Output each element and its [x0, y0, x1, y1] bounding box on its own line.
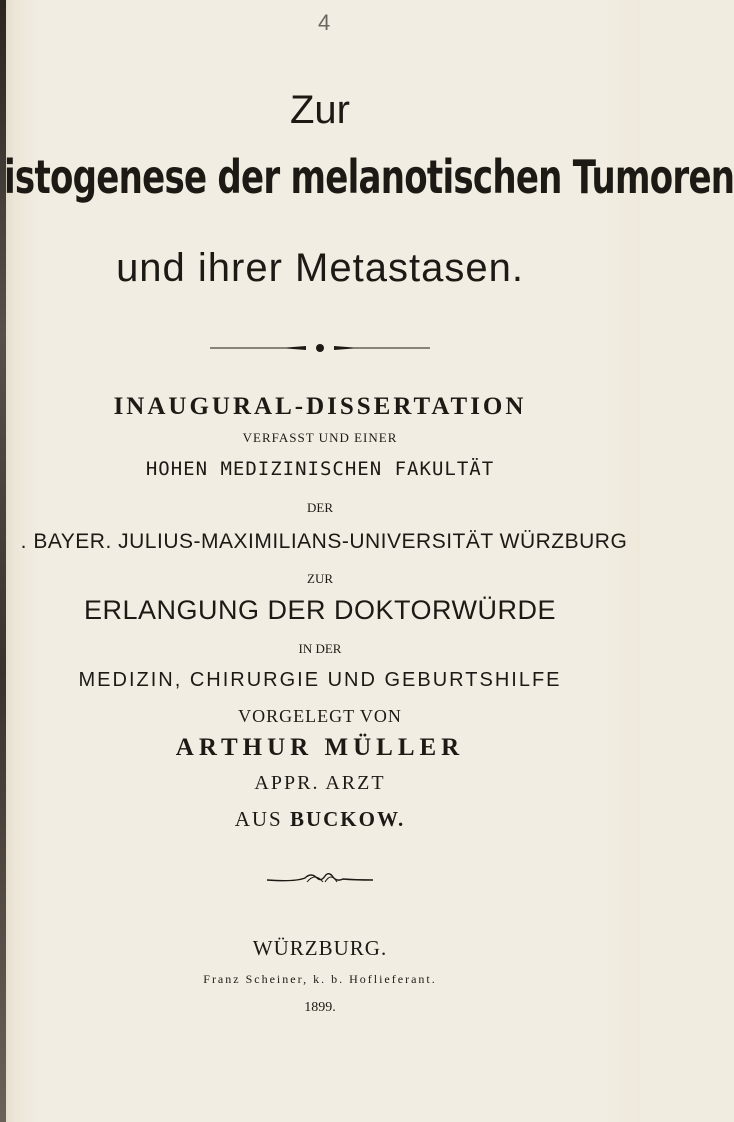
- dissertation-heading: INAUGURAL-DISSERTATION: [113, 393, 527, 420]
- verfasst-text: VERFASST UND EINER: [242, 430, 398, 445]
- aus-word: AUS: [234, 807, 283, 831]
- publication-city: WÜRZBURG.: [252, 936, 388, 960]
- author-origin: [0, 807, 640, 832]
- der-text: DER: [307, 500, 333, 515]
- fields-text: MEDIZIN, CHIRURGIE UND GEBURTSHILFE: [78, 669, 562, 691]
- publication-year: 1899.: [304, 1000, 336, 1015]
- zur-text: ZUR: [307, 571, 333, 586]
- title-line-1: Zur: [290, 88, 350, 132]
- title-line-2: istogenese der melanotischen Tumoren: [4, 150, 734, 204]
- ornamental-rule-top: [210, 343, 430, 353]
- publisher: Franz Scheiner, k. b. Hoflieferant.: [203, 972, 437, 986]
- title-line-3: und ihrer Metastasen.: [116, 246, 524, 290]
- faculty-text: HOHEN MEDIZINISCHEN FAKULTÄT: [145, 458, 495, 480]
- university-name: . BAYER. JULIUS-MAXIMILIANS-UNIVERSITÄT WÜRZBURG: [20, 530, 628, 553]
- author-name: ARTHUR MÜLLER: [175, 734, 465, 761]
- ornament-flourish: [265, 868, 375, 888]
- erlangung-text: ERLANGUNG DER DOKTORWÜRDE: [83, 595, 557, 625]
- origin-place: BUCKOW.: [289, 807, 406, 831]
- pencil-mark: 4: [318, 10, 331, 35]
- author-title: APPR. ARZT: [254, 772, 386, 794]
- in-der-text: IN DER: [298, 641, 342, 656]
- vorgelegt-text: VORGELEGT VON: [238, 706, 402, 726]
